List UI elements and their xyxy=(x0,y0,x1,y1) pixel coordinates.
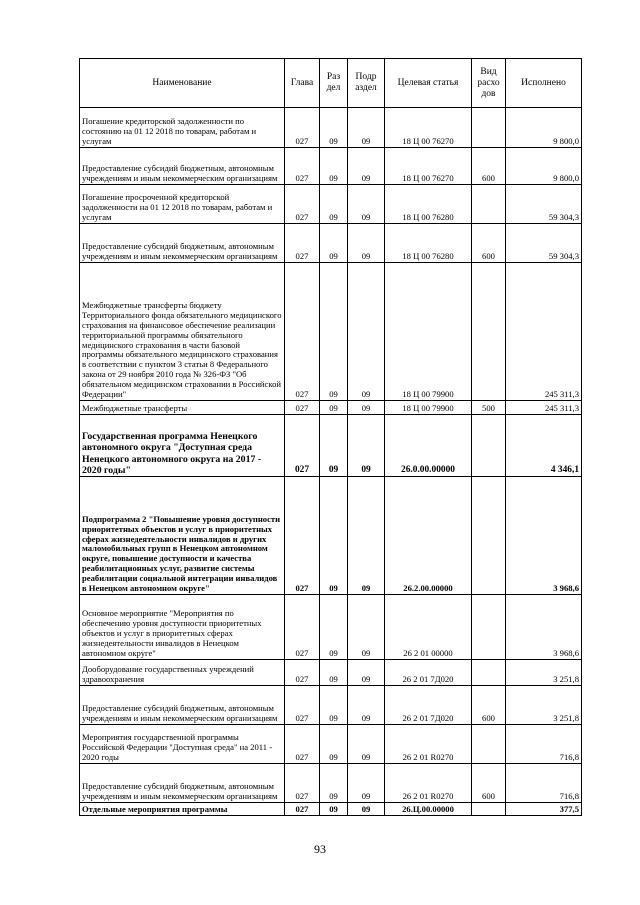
row-section: 09 xyxy=(320,764,348,803)
row-expense-type: 600 xyxy=(472,686,506,725)
row-executed: 3 251,8 xyxy=(506,660,582,686)
table-row xyxy=(80,415,582,477)
table-row xyxy=(80,477,582,595)
row-subsection: 09 xyxy=(348,148,385,185)
row-expense-type xyxy=(472,477,506,595)
row-name: Отдельные мероприятия программы xyxy=(80,803,285,816)
row-chapter: 027 xyxy=(285,764,320,803)
row-subsection: 09 xyxy=(348,686,385,725)
row-executed: 3 968,6 xyxy=(506,595,582,660)
row-target: 26 2 01 R0270 xyxy=(385,764,472,803)
header-name: Наименование xyxy=(80,59,285,108)
row-executed: 9 800,0 xyxy=(506,148,582,185)
row-chapter: 027 xyxy=(285,148,320,185)
row-chapter: 027 xyxy=(285,725,320,764)
row-section: 09 xyxy=(320,595,348,660)
row-section: 09 xyxy=(320,224,348,263)
row-name: Предоставление субсидий бюджетным, автономным учреждениям и иным некоммерческим организациям xyxy=(80,686,285,725)
row-subsection: 09 xyxy=(348,401,385,415)
table-row xyxy=(80,148,582,185)
row-target: 26 2 01 R0270 xyxy=(385,725,472,764)
table-header-row xyxy=(80,59,582,108)
row-subsection: 09 xyxy=(348,263,385,401)
row-section: 09 xyxy=(320,108,348,148)
row-target: 26.2.00.00000 xyxy=(385,477,472,595)
row-subsection: 09 xyxy=(348,415,385,477)
row-target: 26 2 01 00000 xyxy=(385,595,472,660)
row-chapter: 027 xyxy=(285,224,320,263)
row-target: 18 Ц 00 76270 xyxy=(385,148,472,185)
row-expense-type xyxy=(472,725,506,764)
row-subsection: 09 xyxy=(348,108,385,148)
row-expense-type xyxy=(472,415,506,477)
header-subsection: Подр аздел xyxy=(348,59,385,108)
table-row xyxy=(80,725,582,764)
row-expense-type: 500 xyxy=(472,401,506,415)
row-chapter: 027 xyxy=(285,108,320,148)
header-section: Раз дел xyxy=(320,59,348,108)
row-name: Мероприятия государственной программы Российской Федерации "Доступная среда" на 2011 - 2020 годы xyxy=(80,725,285,764)
row-executed: 59 304,3 xyxy=(506,224,582,263)
row-expense-type: 600 xyxy=(472,764,506,803)
row-executed: 716,8 xyxy=(506,725,582,764)
row-name: Предоставление субсидий бюджетным, автономным учреждениям и иным некоммерческим организациям xyxy=(80,764,285,803)
row-section: 09 xyxy=(320,477,348,595)
row-subsection: 09 xyxy=(348,185,385,224)
table-row xyxy=(80,263,582,401)
row-section: 09 xyxy=(320,148,348,185)
table-row xyxy=(80,401,582,415)
row-executed: 377,5 xyxy=(506,803,582,816)
row-subsection: 09 xyxy=(348,803,385,816)
row-chapter: 027 xyxy=(285,263,320,401)
table-row xyxy=(80,660,582,686)
row-section: 09 xyxy=(320,401,348,415)
header-expense-type: Вид расхо дов xyxy=(472,59,506,108)
row-chapter: 027 xyxy=(285,686,320,725)
header-target: Целевая статья xyxy=(385,59,472,108)
row-executed: 59 304,3 xyxy=(506,185,582,224)
row-subsection: 09 xyxy=(348,764,385,803)
budget-table xyxy=(79,58,582,816)
row-subsection: 09 xyxy=(348,224,385,263)
row-target: 18 Ц 00 76280 xyxy=(385,185,472,224)
row-section: 09 xyxy=(320,660,348,686)
row-name: Погашение кредиторской задолженности по состоянию на 01 12 2018 по товарам, работам и услугам xyxy=(80,108,285,148)
row-target: 26.Ц.00.00000 xyxy=(385,803,472,816)
table-row xyxy=(80,224,582,263)
row-chapter: 027 xyxy=(285,803,320,816)
row-target: 18 Ц 00 79900 xyxy=(385,263,472,401)
row-executed: 4 346,1 xyxy=(506,415,582,477)
row-section: 09 xyxy=(320,263,348,401)
row-expense-type xyxy=(472,185,506,224)
row-name: Межбюджетные трансферты бюджету Территориального фонда обязательного медицинского страхования на финансовое обеспечение реализации территориальной программы обязательного медицинского страхования в части базовой программы обязательного медицинского страхования в соответствии с пунктом 3 статьи 8 Федерального закона от 29 ноября 2010 года № 326-ФЗ "Об обязательном медицинском страховании в Российской Федерации" xyxy=(80,263,285,401)
row-name: Межбюджетные трансферты xyxy=(80,401,285,415)
row-name: Предоставление субсидий бюджетным, автономным учреждениям и иным некоммерческим организациям xyxy=(80,148,285,185)
row-chapter: 027 xyxy=(285,415,320,477)
table-row xyxy=(80,108,582,148)
row-subsection: 09 xyxy=(348,725,385,764)
row-chapter: 027 xyxy=(285,660,320,686)
row-chapter: 027 xyxy=(285,595,320,660)
row-name: Погашение просроченной кредиторской задолженности на 01 12 2018 по товарам, работам и услугам xyxy=(80,185,285,224)
table-row xyxy=(80,595,582,660)
row-target: 18 Ц 00 76280 xyxy=(385,224,472,263)
row-expense-type xyxy=(472,803,506,816)
row-subsection: 09 xyxy=(348,660,385,686)
row-chapter: 027 xyxy=(285,401,320,415)
row-section: 09 xyxy=(320,185,348,224)
row-target: 26 2 01 7Д020 xyxy=(385,686,472,725)
row-chapter: 027 xyxy=(285,185,320,224)
row-target: 26.0.00.00000 xyxy=(385,415,472,477)
row-expense-type: 600 xyxy=(472,148,506,185)
row-chapter: 027 xyxy=(285,477,320,595)
row-executed: 3 968,6 xyxy=(506,477,582,595)
row-executed: 3 251,8 xyxy=(506,686,582,725)
row-expense-type xyxy=(472,263,506,401)
row-executed: 9 800,0 xyxy=(506,108,582,148)
row-executed: 245 311,3 xyxy=(506,401,582,415)
row-subsection: 09 xyxy=(348,477,385,595)
table-row xyxy=(80,686,582,725)
row-executed: 716,8 xyxy=(506,764,582,803)
table-row xyxy=(80,764,582,803)
table-row xyxy=(80,803,582,816)
row-subsection: 09 xyxy=(348,595,385,660)
row-section: 09 xyxy=(320,803,348,816)
row-expense-type xyxy=(472,595,506,660)
row-executed: 245 311,3 xyxy=(506,263,582,401)
page-number: 93 xyxy=(314,842,326,856)
header-executed: Исполнено xyxy=(506,59,582,108)
row-target: 26 2 01 7Д020 xyxy=(385,660,472,686)
row-name: Подпрограмма 2 "Повышение уровня доступности приоритетных объектов и услуг в приоритетных сферах жизнедеятельности инвалидов и других маломобильных групп в Ненецком автономном округе, повышение доступности и качества реабилитационных услуг, развитие системы реабилитации социальной интеграции инвалидов в Ненецком автономном округе" xyxy=(80,477,285,595)
row-expense-type xyxy=(472,108,506,148)
row-section: 09 xyxy=(320,415,348,477)
table-row xyxy=(80,185,582,224)
row-target: 18 Ц 00 76270 xyxy=(385,108,472,148)
row-section: 09 xyxy=(320,725,348,764)
row-section: 09 xyxy=(320,686,348,725)
header-chapter: Глава xyxy=(285,59,320,108)
row-expense-type: 600 xyxy=(472,224,506,263)
row-name: Предоставление субсидий бюджетным, автономным учреждениям и иным некоммерческим организациям xyxy=(80,224,285,263)
row-expense-type xyxy=(472,660,506,686)
row-name: Дооборудование государственных учреждений здравоохранения xyxy=(80,660,285,686)
row-target: 18 Ц 00 79900 xyxy=(385,401,472,415)
row-name: Государственная программа Ненецкого автономного округа "Доступная среда Ненецкого автономного округа на 2017 - 2020 годы" xyxy=(80,415,285,477)
row-name: Основное мероприятие "Мероприятия по обеспечению уровня доступности приоритетных объектов и услуг в приоритетных сферах жизнедеятельности инвалидов в Ненецком автономном округе" xyxy=(80,595,285,660)
